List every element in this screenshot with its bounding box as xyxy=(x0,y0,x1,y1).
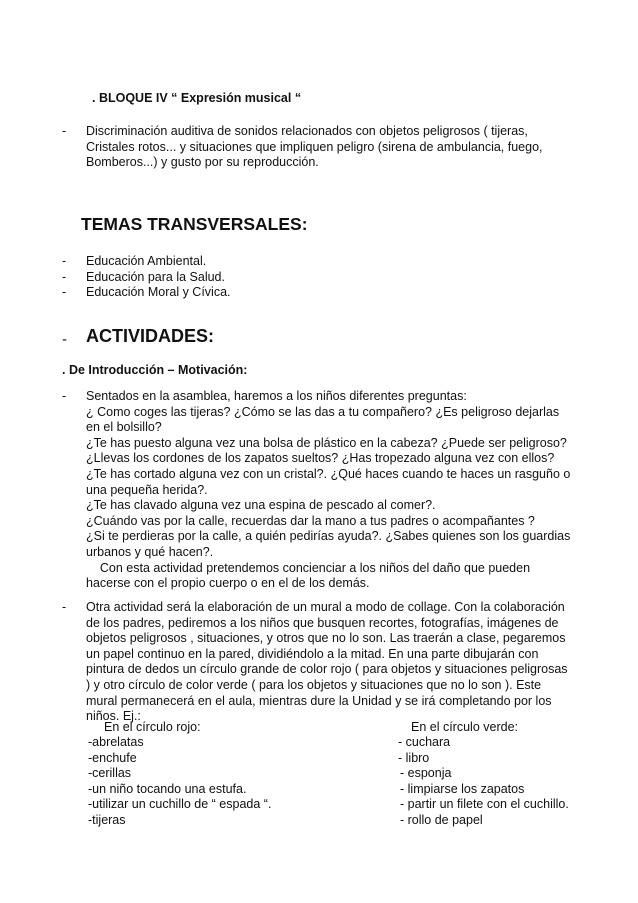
actividades-heading: ACTIVIDADES: xyxy=(86,326,215,346)
text-line: en el bolsillo? xyxy=(86,420,162,435)
list-item: - limpiarse los zapatos xyxy=(400,781,525,796)
list-item: -enchufe xyxy=(88,750,137,765)
temas-heading: TEMAS TRANSVERSALES: xyxy=(81,214,308,234)
actividad-2-paragraph xyxy=(86,600,568,725)
circulo-verde-header: En el círculo verde: xyxy=(411,720,518,734)
bullet-dash: - xyxy=(62,124,67,138)
text-line: ) y otro círculo de color verde ( para los objetos y situaciones que no lo son ). Este xyxy=(86,677,542,692)
text-line: urbanos y qué hacen?. xyxy=(86,544,214,559)
text-line: Cristales rotos... y situaciones que impliquen peligro (sirena de ambulancia, fuego, xyxy=(86,139,543,154)
list-item: -tijeras xyxy=(88,812,126,827)
text-line: un papel continuo en la pared, dividiéndolo a la mitad. En una parte dibujarán con xyxy=(86,646,539,661)
bloque-paragraph xyxy=(86,124,543,171)
text-line: pintura de dedos un círculo grande de color rojo ( para objetos y situaciones peligrosas xyxy=(86,662,568,677)
text-line: una pequeña herida?. xyxy=(86,482,208,497)
actividades-subtitle: . De Introducción – Motivación: xyxy=(62,363,248,377)
list-item: - cuchara xyxy=(398,735,451,749)
text-line: Otra actividad será la elaboración de un mural a modo de collage. Con la colaboración xyxy=(86,600,565,614)
bullet-dash: - xyxy=(62,285,67,299)
text-line: ¿Cuándo vas por la calle, recuerdas dar la mano a tus padres o acompañantes ? xyxy=(86,513,535,528)
text-line: Bomberos...) y gusto por su reproducción. xyxy=(86,155,319,170)
list-item: - rollo de papel xyxy=(400,812,483,827)
bullet-dash: - xyxy=(62,270,67,284)
actividades-dash: - xyxy=(62,331,67,348)
bullet-dash: - xyxy=(62,254,67,268)
list-item: -cerillas xyxy=(88,766,132,781)
circulo-rojo-list xyxy=(88,735,271,829)
text-line: de los padres, pediremos a los niños que busquen recortes, fotografías, imágenes de xyxy=(86,615,559,630)
list-item: - esponja xyxy=(400,766,452,781)
actividad-1-paragraph xyxy=(86,389,570,592)
text-line: hacerse con el propio cuerpo o en el de los demás. xyxy=(86,576,370,591)
temas-list xyxy=(86,254,231,301)
bloque-title: . BLOQUE IV “ Expresión musical “ xyxy=(92,91,302,105)
list-item: -utilizar un cuchillo de “ espada “. xyxy=(88,797,272,812)
list-item: Educación Ambiental. xyxy=(86,254,207,268)
list-item: - partir un filete con el cuchillo. xyxy=(400,797,569,812)
list-item: Educación Moral y Cívica. xyxy=(86,285,231,300)
list-item: -un niño tocando una estufa. xyxy=(88,781,247,796)
text-line: ¿Te has cortado alguna vez con un cristal?. ¿Qué haces cuando te haces un rasguño o xyxy=(86,466,571,481)
text-line: Discriminación auditiva de sonidos relacionados con objetos peligrosos ( tijeras, xyxy=(86,124,528,138)
text-line: Con esta actividad pretendemos concienciar a los niños del daño que pueden xyxy=(86,560,531,575)
circulo-verde-list xyxy=(398,735,569,829)
bullet-dash: - xyxy=(62,600,67,614)
list-item: Educación para la Salud. xyxy=(86,269,225,284)
text-line: ¿Llevas los cordones de los zapatos sueltos? ¿Has tropezado alguna vez con ellos? xyxy=(86,451,555,466)
text-line: ¿Te has puesto alguna vez una bolsa de plástico en la cabeza? ¿Puede ser peligroso? xyxy=(86,435,567,450)
text-line: mural permanecerá en el aula, mientras dure la Unidad y se irá completando por los xyxy=(86,693,552,708)
bullet-dash: - xyxy=(62,389,67,403)
text-line: objetos peligrosos , situaciones, y otros que no lo son. Las traerán a clase, pegaremos xyxy=(86,631,566,646)
circulo-rojo-header: En el círculo rojo: xyxy=(104,720,201,734)
text-line: ¿Si te perdieras por la calle, a quién pedirías ayuda?. ¿Sabes quienes son los guardias xyxy=(86,529,571,544)
text-line: niños. Ej.: xyxy=(86,709,141,724)
list-item: - libro xyxy=(398,750,430,765)
text-line: ¿ Como coges las tijeras? ¿Cómo se las das a tu compañero? ¿Es peligroso dejarlas xyxy=(86,404,560,419)
list-item: -abrelatas xyxy=(88,735,144,749)
text-line: Sentados en la asamblea, haremos a los niños diferentes preguntas: xyxy=(86,389,467,403)
text-line: ¿Te has clavado alguna vez una espina de pescado al comer?. xyxy=(86,498,436,513)
